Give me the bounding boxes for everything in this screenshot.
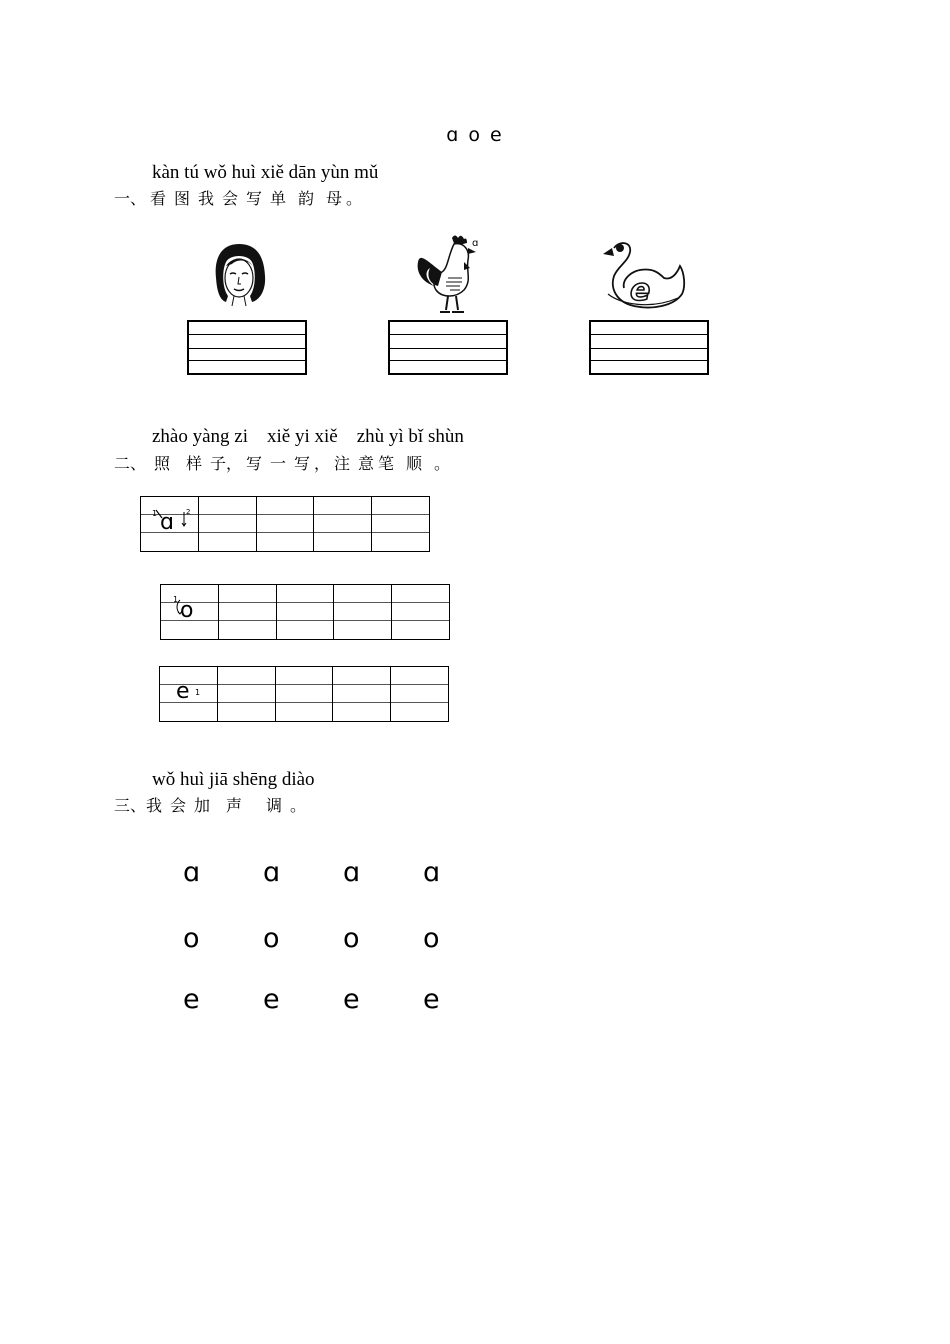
- tone-letter-o[interactable]: o: [263, 923, 280, 954]
- sample-letter-e: e: [176, 679, 190, 704]
- svg-text:1: 1: [152, 509, 158, 518]
- svg-text:ɑ: ɑ: [472, 238, 479, 249]
- answer-box-1[interactable]: [187, 320, 307, 375]
- grid-cell[interactable]: [219, 585, 277, 639]
- woman-face-icon: [208, 230, 270, 308]
- stroke-order-number-icon: [194, 686, 204, 698]
- section3-heading: 三、我 会 加 声 调 。: [114, 798, 307, 815]
- sample-letter-a: ɑ: [160, 510, 174, 535]
- stroke-order-arrow-icon: [172, 594, 192, 618]
- svg-text:1: 1: [195, 688, 201, 697]
- tone-letter-a[interactable]: ɑ: [423, 857, 441, 888]
- tone-letter-a[interactable]: ɑ: [263, 857, 281, 888]
- grid-cell[interactable]: [314, 497, 372, 551]
- grid-cell[interactable]: [277, 585, 335, 639]
- section3-pinyin: wǒ huì jiā shēng diào: [152, 769, 315, 790]
- grid-cell[interactable]: [218, 667, 276, 721]
- tone-letter-o[interactable]: o: [183, 923, 200, 954]
- tone-letter-e[interactable]: e: [263, 984, 280, 1015]
- tone-letter-o[interactable]: o: [343, 923, 360, 954]
- tone-letter-o[interactable]: o: [423, 923, 440, 954]
- section1-heading: 一、 看 图 我 会 写 单 韵 母 。: [114, 191, 363, 208]
- answer-box-3[interactable]: [589, 320, 709, 375]
- svg-text:2: 2: [186, 508, 191, 516]
- grid-cell[interactable]: [334, 585, 392, 639]
- tone-letter-a[interactable]: ɑ: [343, 857, 361, 888]
- grid-cell[interactable]: [257, 497, 315, 551]
- writing-grid-o[interactable]: [160, 584, 450, 640]
- grid-cell[interactable]: [372, 497, 429, 551]
- tone-letter-e[interactable]: e: [343, 984, 360, 1015]
- grid-cell[interactable]: [392, 585, 449, 639]
- tone-letter-a[interactable]: ɑ: [183, 857, 201, 888]
- grid-cell[interactable]: [391, 667, 448, 721]
- answer-box-2[interactable]: [388, 320, 508, 375]
- grid-cell[interactable]: [199, 497, 257, 551]
- grid-cell[interactable]: [333, 667, 391, 721]
- stroke-order-arrows-icon: [150, 506, 192, 535]
- section2-pinyin: zhào yàng zi xiě yi xiě zhù yì bǐ shùn: [152, 426, 464, 447]
- sample-letter-o: o: [180, 598, 194, 623]
- tone-letter-e[interactable]: e: [183, 984, 200, 1015]
- svg-text:e: e: [630, 273, 651, 308]
- swan-icon: [600, 236, 692, 320]
- section1-pinyin: kàn tú wǒ huì xiě dān yùn mǔ: [152, 162, 379, 183]
- tone-letter-e[interactable]: e: [423, 984, 440, 1015]
- rooster-icon: [412, 232, 484, 318]
- page-title: ɑ o e: [446, 124, 504, 146]
- svg-text:1: 1: [173, 595, 179, 604]
- grid-cell[interactable]: [276, 667, 334, 721]
- section2-heading: 二、 照 样 子， 写 一 写 ， 注 意 笔 顺 。: [114, 456, 451, 473]
